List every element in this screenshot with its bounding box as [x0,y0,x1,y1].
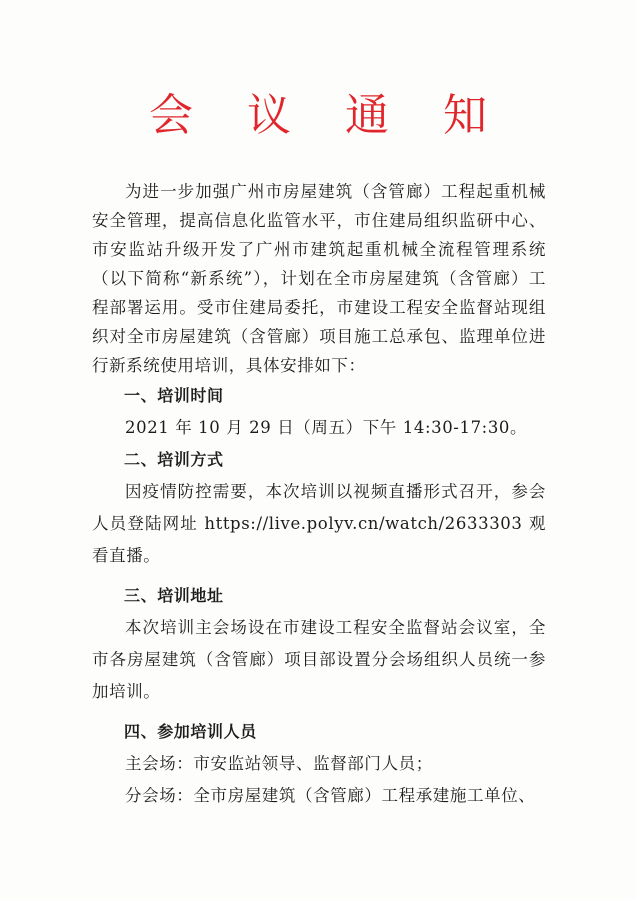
section-1-heading: 一、培训时间 [124,386,224,405]
section-4-heading: 四、参加培训人员 [124,722,257,741]
section-3-heading: 三、培训地址 [124,586,224,605]
main-venue-attendees: 主会场：市安监站领导、监督部门人员； [125,754,433,773]
notice-title: 会 议 通 知 [149,90,507,141]
notice-body [92,177,546,812]
sub-venue-attendees: 分会场：全市房屋建筑（含管廊）工程承建施工单位、 [125,786,536,805]
training-method-text: 因疫情防控需要，本次培训以视频直播形式召开，参会人员登陆网址 https://live.polyv.cn/watch/2633303 观看直播。 [92,482,546,565]
section-2-heading: 二、培训方式 [124,450,224,469]
training-time-text: 2021 年 10 月 29 日（周五）下午 14:30-17:30。 [125,418,528,437]
training-location-text: 本次培训主会场设在市建设工程安全监督站会议室，全市各房屋建筑（含管廊）项目部设置分会场组织人员统一参加培训。 [92,618,546,701]
intro-paragraph: 为进一步加强广州市房屋建筑（含管廊）工程起重机械安全管理，提高信息化监管水平，市住建局组织监研中心、市安监站升级开发了广州市建筑起重机械全流程管理系统（以下简称“新系统”），计划在全市房屋建筑（含管廊）工程部署运用。受市住建局委托，市建设工程安全监督站现组织对全市房屋建筑（含管廊）项目施工总承包、监理单位进行新系统使用培训，具体安排如下： [92,182,546,375]
